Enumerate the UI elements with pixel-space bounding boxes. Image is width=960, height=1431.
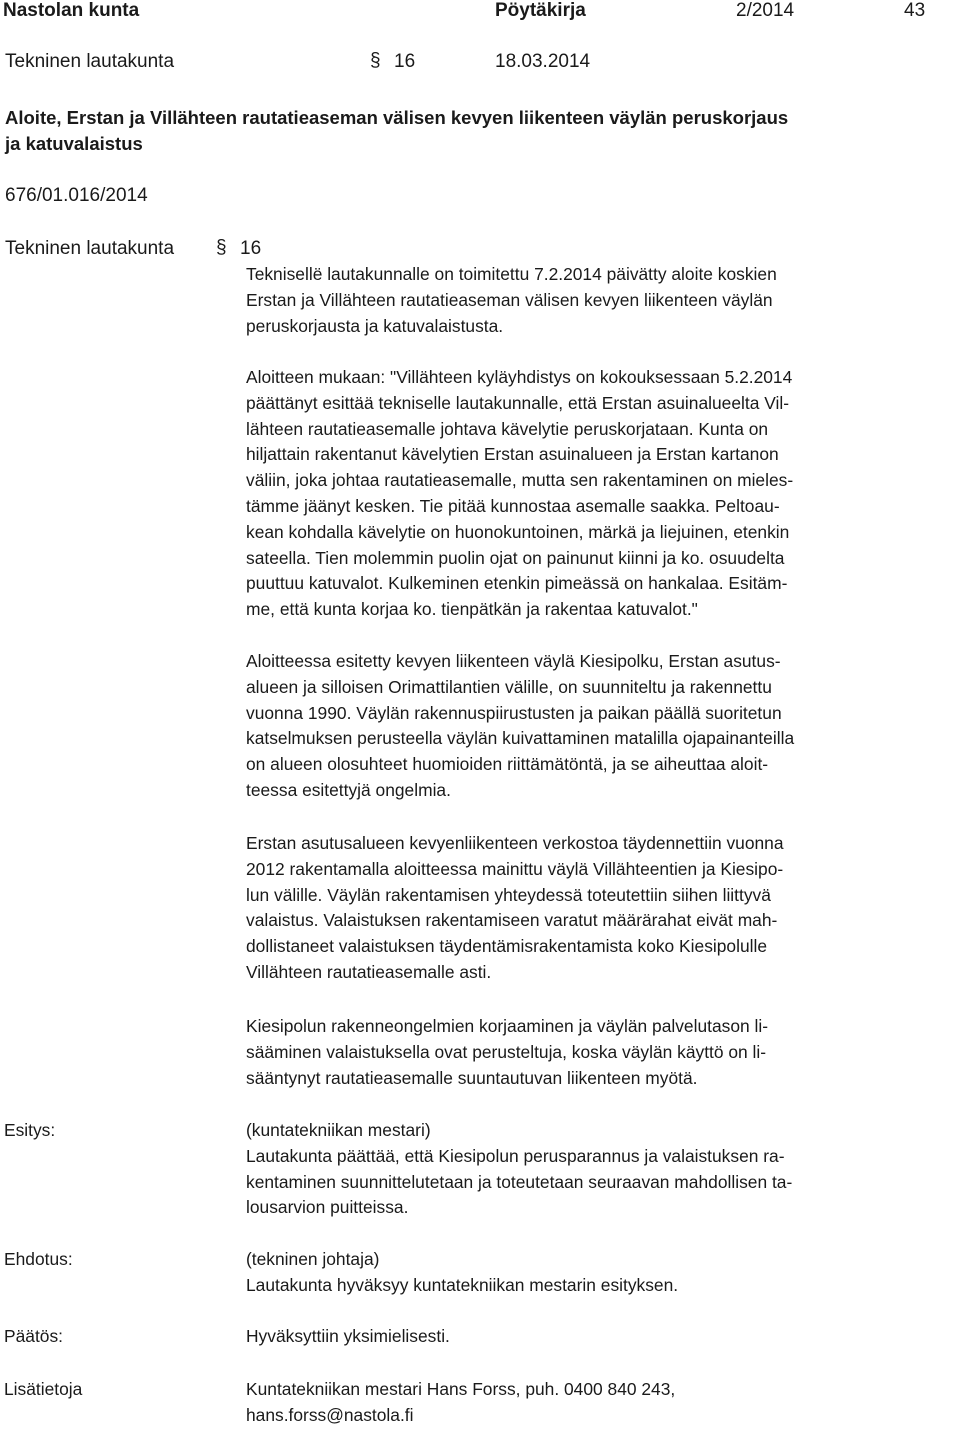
text-line: on alueen olosuhteet huomioiden riittämätöntä, ja se aiheuttaa aloit- xyxy=(246,754,769,775)
text-line: Teknisellë lautakunnalle on toimitettu 7.2.2014 päivätty aloite koskien xyxy=(246,264,777,284)
text-line: Aloitteen mukaan: "Villähteen kyläyhdistys on kokouksessaan 5.2.2014 xyxy=(246,367,793,387)
text-line: Lautakunta hyväksyy kuntatekniikan mestarin esityksen. xyxy=(246,1274,679,1295)
document-number: 2/2014 xyxy=(736,0,795,21)
document-title xyxy=(5,105,788,157)
paatos-label: Päätös: xyxy=(4,1326,63,1346)
municipality-name: Nastolan kunta xyxy=(3,0,140,21)
text-line: dollistaneet valaistuksen täydentämisrakentamista koko Kiesipolulle xyxy=(246,936,768,957)
contact-email: hans.forss@nastola.fi xyxy=(246,1404,414,1425)
text-line: tämme jäänyt kesken. Tie pitää kunnostaa asemalle saakka. Peltoau- xyxy=(246,495,780,516)
ehdotus-text xyxy=(246,1247,958,1299)
text-line: sääminen valaistuksella ovat perusteltuja, koska väylän käyttö on li- xyxy=(246,1041,767,1062)
text-line: peruskorjausta ja katuvalaistusta. xyxy=(246,315,504,336)
text-line: puuttuu katuvalot. Kulkeminen etenkin pimeässä on hankalaa. Esitäm- xyxy=(246,573,788,594)
ehdotus-label: Ehdotus: xyxy=(4,1249,73,1269)
section-symbol: § xyxy=(216,237,227,258)
paragraph-submission xyxy=(246,262,958,339)
text-line: vuonna 1990. Väylän rakennuspiirustusten ja paikan päällä suoritetun xyxy=(246,702,782,723)
esitys-label: Esitys: xyxy=(4,1120,56,1140)
text-line: (tekninen johtaja) xyxy=(246,1249,380,1269)
paragraph-justification xyxy=(246,1014,958,1091)
text-line: Erstan ja Villähteen rautatieaseman välisen kevyen liikenteen väylän xyxy=(246,289,773,310)
paragraph-initiative-quote xyxy=(246,365,958,623)
text-line: kentaminen suunnittelutetaan ja toteutetaan seuraavan mahdollisen ta- xyxy=(246,1171,793,1192)
section-number: 16 xyxy=(240,238,262,259)
text-line: Erstan asutusalueen kevyenliikenteen verkostoa täydennettiin vuonna xyxy=(246,833,784,853)
text-line: kean kohdalla kävelytie on huonokuntoinen, märkä ja liejuinen, etenkin xyxy=(246,521,790,542)
text-line: lun välille. Väylän rakentamisen yhteydessä toteutettiin siihen liittyvä xyxy=(246,884,771,905)
text-line: Kiesipolun rakenneongelmien korjaaminen ja väylän palvelutason li- xyxy=(246,1016,769,1036)
text-line: sateella. Tien molemmin puolin ojat on painunut kiinni ja ko. osuudelta xyxy=(246,547,785,568)
text-line: alueen ja silloisen Orimattilantien välille, on suunniteltu ja rakennettu xyxy=(246,676,772,697)
text-line: sääntynyt rautatieasemalle suuntautuvan liikenteen myötä. xyxy=(246,1067,698,1088)
text-line: teessa esitettyjä ongelmia. xyxy=(246,779,451,800)
paragraph-network xyxy=(246,831,958,986)
text-line: (kuntatekniikan mestari) xyxy=(246,1120,431,1140)
page-number: 43 xyxy=(904,0,926,21)
contact-line: Kuntatekniikan mestari Hans Forss, puh. 0400 840 243, xyxy=(246,1379,676,1399)
section-committee: Tekninen lautakunta xyxy=(5,238,175,259)
text-line: me, että kunta korjaa ko. tienpätkän ja rakentaa katuvalot." xyxy=(246,599,698,620)
text-line: Hyväksyttiin yksimielisesti. xyxy=(246,1326,450,1346)
text-line: päättänyt esittää tekniselle lautakunnalle, että Erstan asuinalueelta Vil- xyxy=(246,392,789,413)
esitys-text xyxy=(246,1118,958,1221)
lisatietoja-label: Lisätietoja xyxy=(4,1379,83,1399)
committee-name: Tekninen lautakunta xyxy=(5,51,175,72)
text-line: lähteen rautatieasemalle johtava kävelytie peruskorjataan. Kunta on xyxy=(246,418,769,439)
text-line: katselmuksen perusteella väylän kuivattaminen matalilla ojapainanteilla xyxy=(246,728,795,749)
text-line: väliin, joka johtaa rautatieasemalle, mutta sen rakentaminen on mieles- xyxy=(246,470,794,491)
text-line: lousarvion puitteissa. xyxy=(246,1197,409,1218)
text-line: valaistus. Valaistuksen rakentamiseen varatut määrärahat eivät mah- xyxy=(246,910,778,931)
text-line: hiljattain rakentanut kävelytien Erstan asuinalueen ja Erstan kartanon xyxy=(246,444,779,465)
text-line: Aloitteessa esitetty kevyen liikenteen väylä Kiesipolku, Erstan asutus- xyxy=(246,651,781,671)
text-line: Lautakunta päättää, että Kiesipolun perusparannus ja valaistuksen ra- xyxy=(246,1145,785,1166)
document-type: Pöytäkirja xyxy=(495,0,586,21)
case-number: 676/01.016/2014 xyxy=(5,185,148,206)
paatos-text xyxy=(246,1324,958,1350)
meeting-date: 18.03.2014 xyxy=(495,51,591,72)
title-line: Aloite, Erstan ja Villähteen rautatieaseman välisen kevyen liikenteen väylän peruskorjaus xyxy=(5,107,789,128)
section-number: 16 xyxy=(394,51,416,72)
lisatietoja-text xyxy=(246,1377,958,1429)
text-line: 2012 rakentamalla aloitteessa mainittu väylä Villähteentien ja Kiesipo- xyxy=(246,858,784,879)
section-symbol: § xyxy=(370,50,381,71)
title-line: ja katuvalaistus xyxy=(5,133,143,154)
paragraph-background xyxy=(246,649,958,804)
text-line: Villähteen rautatieasemalle asti. xyxy=(246,961,492,982)
